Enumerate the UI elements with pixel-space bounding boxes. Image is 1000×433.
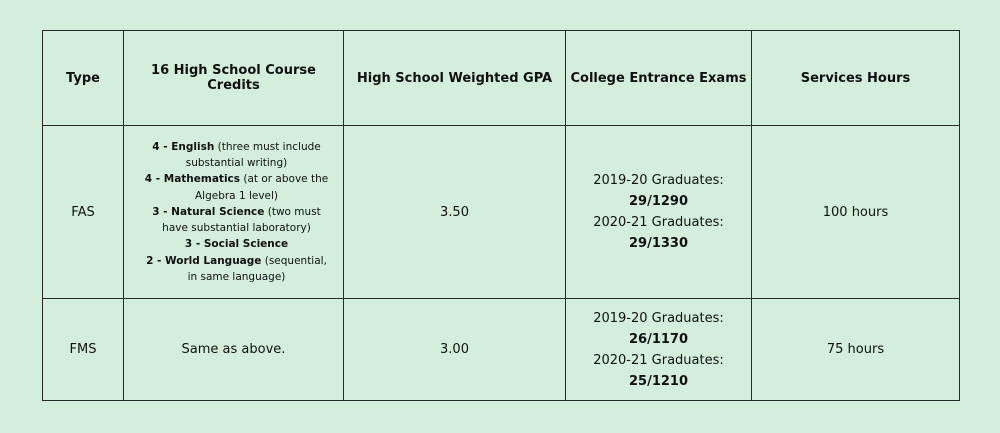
credit-item <box>140 253 333 286</box>
exam-score: 26/1170 <box>628 331 689 347</box>
type-cell: FAS <box>43 126 124 299</box>
credit-title: 4 - Mathematics <box>144 173 241 186</box>
credit-item <box>140 139 333 172</box>
credit-note: (three must include substantial writing) <box>185 140 321 169</box>
header-course-credits: 16 High School Course Credits <box>124 31 344 126</box>
exam-score: 29/1330 <box>628 236 689 251</box>
credit-title: 3 - Social Science <box>184 238 289 251</box>
header-service-hours: Services Hours <box>752 31 960 126</box>
exam-graduates-label: 2020-21 Graduates: <box>593 352 724 368</box>
credit-note: (two must have substantial laboratory) <box>162 205 321 235</box>
credit-title: 3 - Natural Science <box>152 205 265 218</box>
header-type: Type <box>43 31 124 126</box>
header-weighted-gpa: High School Weighted GPA <box>344 31 566 126</box>
header-entrance-exams: College Entrance Exams <box>566 31 752 126</box>
exams-cell <box>566 126 752 299</box>
table-row <box>43 126 960 299</box>
exams-cell <box>566 299 752 401</box>
requirements-table <box>42 30 960 401</box>
credit-note: (at or above the Algebra 1 level) <box>194 173 329 202</box>
table-row <box>43 299 960 401</box>
gpa-cell: 3.00 <box>344 299 566 401</box>
credit-note: (sequential, in same language) <box>187 254 327 284</box>
exam-score: 25/1210 <box>628 373 689 389</box>
hours-cell: 100 hours <box>752 126 960 299</box>
exam-graduates-label: 2020-21 Graduates: <box>593 215 724 230</box>
exam-graduates-label: 2019-20 Graduates: <box>593 310 724 326</box>
hours-cell: 75 hours <box>752 299 960 401</box>
credit-title: 4 - English <box>152 140 215 153</box>
credit-title: 2 - World Language <box>146 254 262 267</box>
exam-score: 29/1290 <box>628 194 689 209</box>
exam-graduates-label: 2019-20 Graduates: <box>593 173 724 188</box>
credit-item <box>140 204 333 237</box>
credit-item <box>140 171 333 204</box>
gpa-cell: 3.50 <box>344 126 566 299</box>
credits-cell <box>124 126 344 299</box>
credit-item <box>140 236 333 252</box>
type-cell: FMS <box>43 299 124 401</box>
credits-cell: Same as above. <box>124 299 344 401</box>
header-row <box>43 31 960 126</box>
